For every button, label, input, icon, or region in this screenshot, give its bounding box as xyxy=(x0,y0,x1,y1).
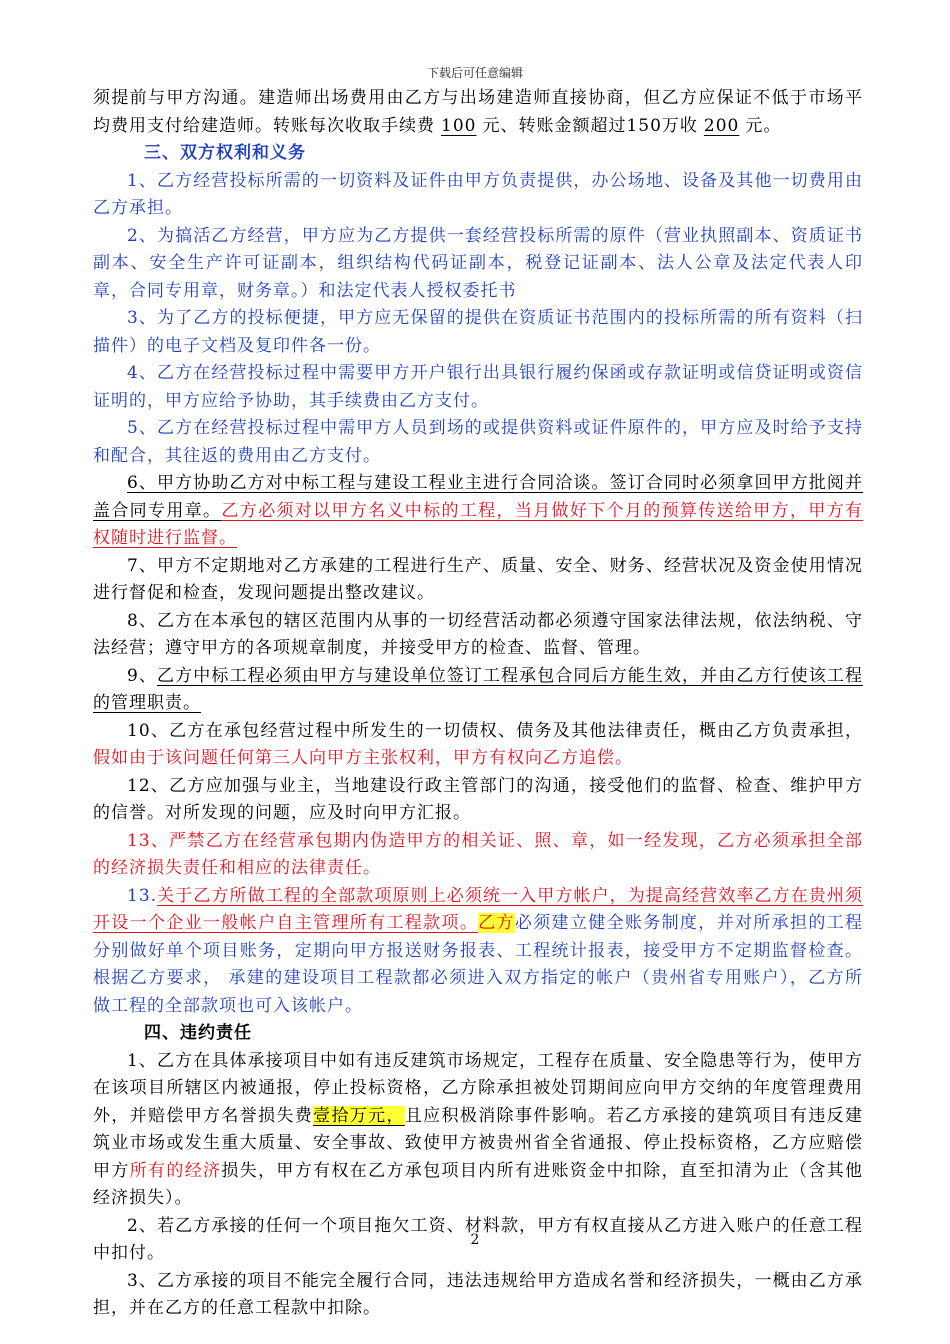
page-number: 2 xyxy=(470,1232,480,1248)
intro-text-3: 元。 xyxy=(745,115,782,136)
s3-clause-6-part-b: 乙方必须对以甲方名义中标的工程，当月做好下个月的预算传送给甲方，甲方有权随时进行监督。 xyxy=(93,500,863,548)
s4-clause-1-part-b: 且应积极消除事件影响。若乙方承接的建筑项目有违反建筑业市场或发生重大质量、安全事故、致使甲方被贵州省全省通报、停止投标资格，乙方应赔偿甲方 xyxy=(93,1105,864,1181)
s3-clause-6-part-a: 6、甲方协助乙方对中标工程与建设工程业主进行合同洽谈。签订合同时必须拿回甲方批阅并盖合同专用章。 xyxy=(93,473,863,521)
s4-clause-1 xyxy=(93,1048,863,1213)
s3-clause-10-part-a: 10、乙方在承包经营过程中所发生的一切债权、债务及其他法律责任，概由乙方负责承担， xyxy=(127,720,863,741)
section-3-title: 三、双方权利和义务 xyxy=(144,143,306,163)
intro-text-1: 须提前与甲方沟通。建造师出场费用由乙方与出场建造师直接协商，但乙方应保证不低于市场平均费用支付给建造师。转账每次收取手续费 xyxy=(93,88,863,136)
intro-text-2: 元、转账金额超过150万收 xyxy=(482,115,698,136)
s4-clause-1-amount: 壹拾万元， xyxy=(313,1105,405,1126)
s3-clause-9 xyxy=(93,663,863,718)
intro-paragraph xyxy=(93,85,863,140)
s3-clause-9-number: 9、 xyxy=(127,665,158,686)
s3-clause-13-highlight: 乙方 xyxy=(478,913,515,933)
s3-clause-13-number: 13. xyxy=(127,885,158,906)
s3-clause-10 xyxy=(93,718,863,773)
page-header: 下载后可任意编辑 xyxy=(426,66,523,80)
s3-clause-4: 4、乙方在经营投标过程中需要甲方开户银行出具银行履约保函或存款证明或信贷证明或资信证明的，甲方应给予协助，其手续费由乙方支付。 xyxy=(93,363,863,411)
s3-clause-7: 7、甲方不定期地对乙方承建的工程进行生产、质量、安全、财务、经营状况及资金使用情况进行督促和检查，发现问题提出整改建议。 xyxy=(93,555,863,603)
section-4-title: 四、违约责任 xyxy=(144,1023,252,1043)
s3-clause-2: 2、为搞活乙方经营，甲方应为乙方提供一套经营投标所需的原件（营业执照副本、资质证书副本、安全生产许可证副本，组织结构代码证副本，税登记证副本、法人公章及法定代表人印章，合同专用章，财务章。）和法定代表人授权委托书 xyxy=(93,225,863,301)
s4-clause-1-part-a: 1、乙方在具体承接项目中如有违反建筑市场规定，工程存在质量、安全隐患等行为，使甲方在该项目所辖区内被通报，停止投标资格，乙方除承担被处罚期间应向甲方交纳的年度管理费用外，并赔偿甲方名誉损失费 xyxy=(93,1050,863,1126)
fee-per-transfer: 100 xyxy=(441,115,477,136)
s3-clause-5: 5、乙方在经营投标过程中需甲方人员到场的或提供资料或证件原件的，甲方应及时给予支持和配合，其往返的费用由乙方支付。 xyxy=(93,418,863,466)
fee-large-transfer: 200 xyxy=(703,115,740,136)
s3-clause-12: 12、乙方应加强与业主，当地建设行政主管部门的沟通，接受他们的监督、检查、维护甲方的信誉。对所发现的问题，应及时向甲方汇报。 xyxy=(93,775,863,823)
s3-clause-13-underlined: 关于乙方所做工程的全部款项原则上必须统一入甲方帐户，为提高经营效率乙方在贵州须开设一个企业一般帐户自主管理所有工程款项。 xyxy=(93,885,863,933)
s3-clause-13-rest: 必须建立健全账务制度，并对所承担的工程分别做好单个项目账务，定期向甲方报送财务报表、工程统计报表，接受甲方不定期监督检查。根据乙方要求， 承建的建设项目工程款都必须进入双方指定的帐户（贵州省专用账户），乙方所做工程的全部款项也可入该帐户。 xyxy=(93,913,864,1016)
s3-clause-10-part-b: 假如由于该问题任何第三人向甲方主张权利，甲方有权向乙方追偿。 xyxy=(93,748,633,768)
s4-clause-3: 3、乙方承接的项目不能完全履行合同，违法违规给甲方造成名誉和经济损失，一概由乙方承担，并在乙方的任意工程款中扣除。 xyxy=(93,1270,863,1318)
s3-clause-8: 8、乙方在本承包的辖区范围内从事的一切经营活动都必须遵守国家法律法规，依法纳税、守法经营；遵守甲方的各项规章制度，并接受甲方的检查、监督、管理。 xyxy=(93,610,863,658)
s4-clause-2: 2、若乙方承接的任何一个项目拖欠工资、材料款，甲方有权直接从乙方进入账户的任意工程中扣付。 xyxy=(93,1215,863,1263)
s3-clause-13-red: 13、严禁乙方在经营承包期内伪造甲方的相关证、照、章，如一经发现，乙方必须承担全部的经济损失责任和相应的法律责任。 xyxy=(93,830,863,878)
s4-clause-1-part-c: 损失，甲方有权在乙方承包项目内所有进账资金中扣除，直至扣清为止（含其他经济损失）。 xyxy=(93,1160,864,1208)
s3-clause-6 xyxy=(93,470,863,553)
s3-clause-9-text: 乙方中标工程必须由甲方与建设单位签订工程承包合同后方能生效，并由乙方行使该工程的管理职责。 xyxy=(93,665,863,713)
s3-clause-3: 3、为了乙方的投标便捷，甲方应无保留的提供在资质证书范围内的投标所需的所有资料（扫描件）的电子文档及复印件各一份。 xyxy=(93,308,863,356)
document-body xyxy=(93,85,863,1323)
s3-clause-1: 1、乙方经营投标所需的一切资料及证件由甲方负责提供，办公场地、设备及其他一切费用由乙方承担。 xyxy=(93,170,863,218)
s3-clause-13-account xyxy=(93,883,863,1021)
s4-clause-1-red: 所有的经济 xyxy=(129,1160,222,1181)
